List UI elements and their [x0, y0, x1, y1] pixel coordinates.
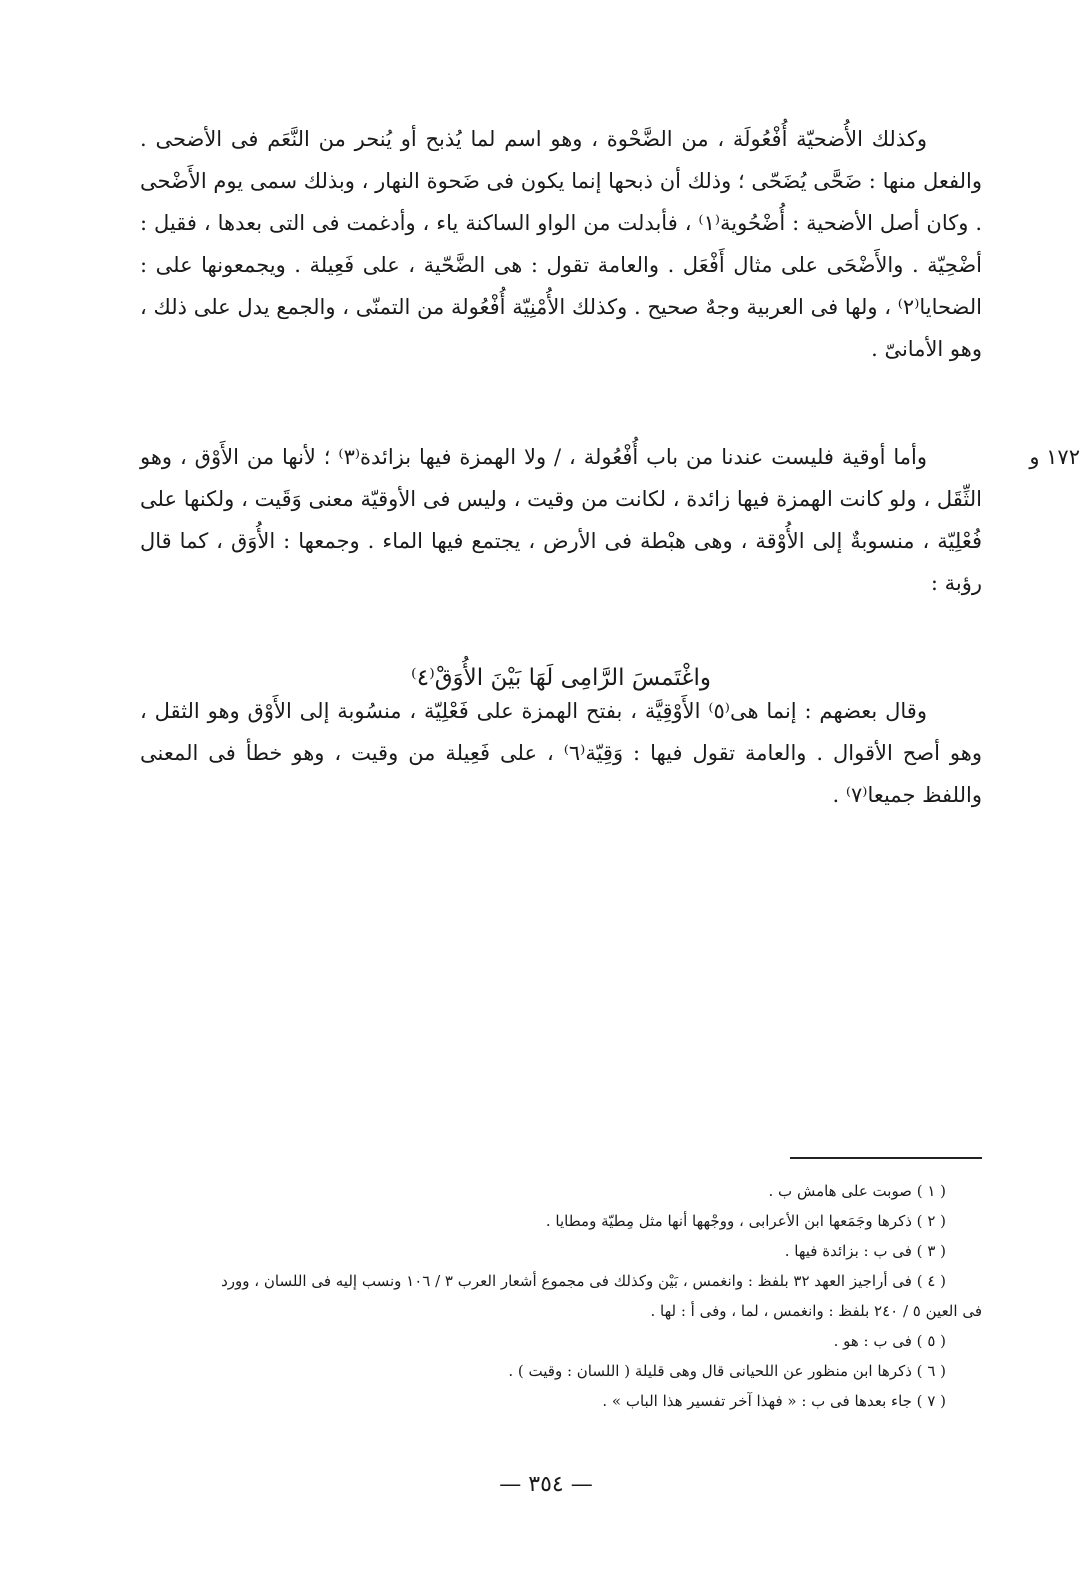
paragraph-awqiyya — [140, 690, 982, 816]
paragraph-udhiyya — [140, 118, 982, 370]
poetry-verse: واغْتَمسَ الرَّامِى لَهَا بَيْنَ الأُوَقْ⁽٤⁾ — [411, 665, 711, 691]
footnote-continuation: فى العين ٥ / ٢٤٠ بلفظ : وانغمس ، لما ، وفى أ : لها . — [650, 1302, 982, 1320]
manuscript-folio-marker: ١٧٢ و — [1029, 445, 1080, 469]
footnote-separator — [790, 1157, 982, 1159]
page-number: — ٣٥٤ — — [499, 1472, 593, 1497]
paragraph-text: وأما أوقية فليست عندنا من باب أُفْعُولة ، / ولا الهمزة فيها بزائدة⁽٣⁾ ؛ لأنها من الأَوْق ، وهو الثِّقَل ، ولو كانت الهمزة فيها زائدة ، لكانت من وقيت ، وليس فى الأوقيّة معنى وَقَيت ، ولكنها على فُعْلِيّة ، منسوبةٌ إلى الأُوْقة ، وهى هبْطة فى الأرض ، يجتمع فيها الماء . وجمعها : الأُوَق ، كما قال رؤبة : — [140, 445, 982, 595]
footnote: ( ١ ) صوبت على هامش ب . — [768, 1182, 946, 1200]
footnote: ( ٧ ) جاء بعدها فى ب : « فهذا آخر تفسير هذا الباب » . — [602, 1392, 946, 1410]
footnote: ( ٦ ) ذكرها ابن منظور عن اللحيانى قال وهى قليلة ( اللسان : وقيت ) . — [508, 1362, 946, 1380]
footnote: ( ٣ ) فى ب : بزائدة فيها . — [784, 1242, 946, 1260]
footnote: ( ٢ ) ذكرها وجَمَعها ابن الأعرابى ، ووجْهها أنها مثل مِطيّة ومطايا . — [545, 1212, 946, 1230]
paragraph-text: وكذلك الأُضحيّة أُفْعُولَة ، من الضَّحْوة ، وهو اسم لما يُذبح أو يُنحر من النَّعَم فى الأضحى . والفعل منها : ضَحَّى يُضَحّى ؛ وذلك أن ذبحها إنما يكون فى ضَحوة النهار ، وبذلك سمى يوم الأَضْحى . وكان أصل الأضحية : أُضْحُوية⁽١⁾ ، فأبدلت من الواو الساكنة ياء ، وأدغمت فى التى بعدها ، فقيل : أضْحِيّة . والأَضْحَى على مثال أَفْعَل . والعامة تقول : هى الضَّحّية ، على فَعِيلة . ويجمعونها على : الضحايا⁽٢⁾ ، ولها فى العربية وجهٌ صحيح . وكذلك الأُمْنِيّة أُفْعُولة من التمنّى ، والجمع يدل على ذلك ، وهو الأمانىّ . — [140, 127, 982, 361]
footnotes — [140, 1176, 982, 1416]
footnote: ( ٤ ) فى أراجيز العهد ٣٢ بلفظ : وانغمس ، بَيْن وكذلك فى مجموع أشعار العرب ٣ / ١٠٦ ونسب إليه فى اللسان ، وورد — [221, 1272, 946, 1290]
paragraph-uqiyya — [140, 436, 982, 604]
footnote: ( ٥ ) فى ب : هو . — [833, 1332, 946, 1350]
paragraph-text: وقال بعضهم : إنما هى⁽٥⁾ الأَوْقِيَّة ، بفتح الهمزة على فَعْلِيّة ، منسُوبة إلى الأَوْق وهو الثقل ، وهو أصح الأقوال . والعامة تقول فيها : وَقِيّة⁽٦⁾ ، على فَعِيلة من وقيت ، وهو خطأ فى المعنى واللفظ جميعا⁽٧⁾ . — [140, 699, 982, 807]
